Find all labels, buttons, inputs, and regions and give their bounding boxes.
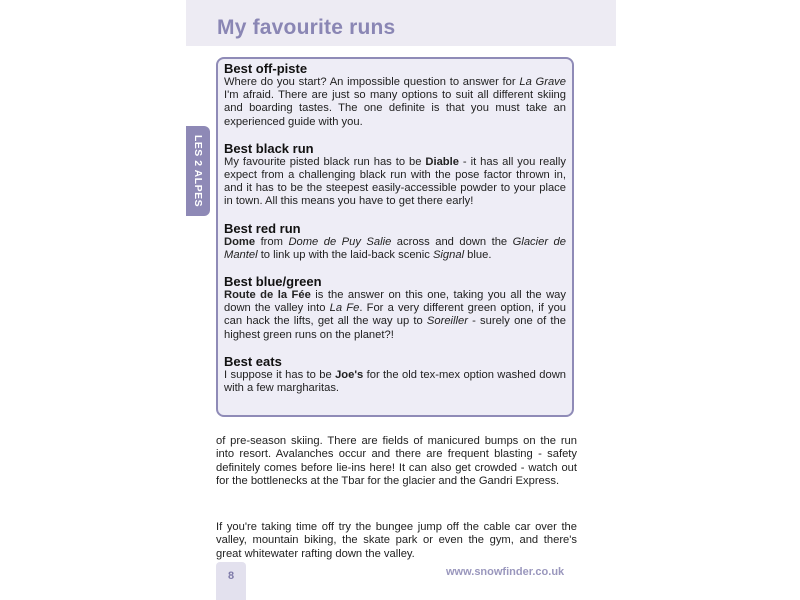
- page-number: [216, 562, 246, 600]
- section-best-blue-green: [224, 275, 566, 342]
- page-title: My favourite runs: [217, 16, 396, 39]
- text-run: across and down the: [391, 235, 513, 248]
- text-run: for the old tex-mex option washed down with a few margharitas.: [224, 368, 566, 395]
- section-heading: Best eats: [224, 353, 282, 369]
- section-paragraph: [224, 236, 566, 262]
- section-heading: Best red run: [224, 220, 301, 236]
- text-run: Where do you start? An impossible question to answer for: [224, 76, 520, 88]
- text-run: I suppose it has to be: [224, 368, 336, 381]
- text-run: to link up with the laid-back scenic: [257, 248, 433, 261]
- text-run: - surely one of the highest green runs on the planet?!: [224, 315, 566, 341]
- section-best-off-piste: [224, 62, 566, 129]
- section-paragraph: [224, 76, 566, 129]
- resort-side-tab-label: LES 2 ALPES: [192, 134, 204, 208]
- italic-run: Soreiller: [426, 315, 468, 328]
- section-heading: Best off-piste: [224, 61, 308, 76]
- section-paragraph: [224, 289, 566, 342]
- italic-run: La Grave: [519, 76, 566, 88]
- bold-run: Dome: [224, 235, 256, 248]
- italic-run: Glacier de Mantel: [224, 235, 566, 261]
- website-footer: www.snowfinder.co.uk: [446, 566, 565, 578]
- body-paragraph: If you're taking time off try the bungee jump off the cable car over the valley, mountain biking, the skate park or even the gym, and there's great whitewater rafting down the valley.: [216, 521, 577, 560]
- bold-run: Diable: [425, 155, 459, 168]
- bold-run: Route de la Fée: [224, 289, 311, 302]
- text-run: . For a very different green option, if you can hack the lifts, get all the way up to: [224, 302, 567, 328]
- bold-run: Joe's: [335, 368, 364, 381]
- text-run: I'm afraid. There are just so many options to suit all different skiing and boarding tastes. The one definite is that you must take an experienced guide with you.: [224, 89, 566, 128]
- section-paragraph: [224, 156, 566, 209]
- section-best-eats: [224, 355, 566, 395]
- section-heading: Best black run: [224, 140, 314, 156]
- text-run: My favourite pisted black run has to be: [224, 155, 426, 168]
- body-paragraph: of pre-season skiing. There are fields of manicured bumps on the run into resort. Avalanches occur and there are frequent blasting - safety definitely comes before lie-ins here! It can also get crowded - watch out for the bottlenecks at the Tbar for the glacier and the Gandri Express.: [216, 435, 577, 487]
- resort-side-tab: [186, 126, 210, 216]
- section-best-red-run: [224, 222, 566, 262]
- section-heading: Best blue/green: [224, 274, 322, 290]
- italic-run: La Fe: [329, 302, 360, 315]
- section-best-black-run: [224, 142, 566, 209]
- page-number-label: 8: [227, 570, 235, 582]
- text-run: is the answer on this one, taking you all the way down the valley into: [224, 289, 566, 315]
- italic-run: Dome de Puy Salie: [288, 235, 392, 248]
- section-paragraph: [224, 369, 566, 395]
- text-run: - it has all you really expect from a challenging black run with the pose factor thrown in, and it has to be the steepest easily-accessible powder to your place in town. All this means you have to get there early!: [224, 155, 566, 208]
- text-run: blue.: [464, 248, 492, 261]
- italic-run: Signal: [432, 248, 465, 261]
- text-run: from: [255, 235, 289, 248]
- favourite-runs-box: [216, 57, 574, 417]
